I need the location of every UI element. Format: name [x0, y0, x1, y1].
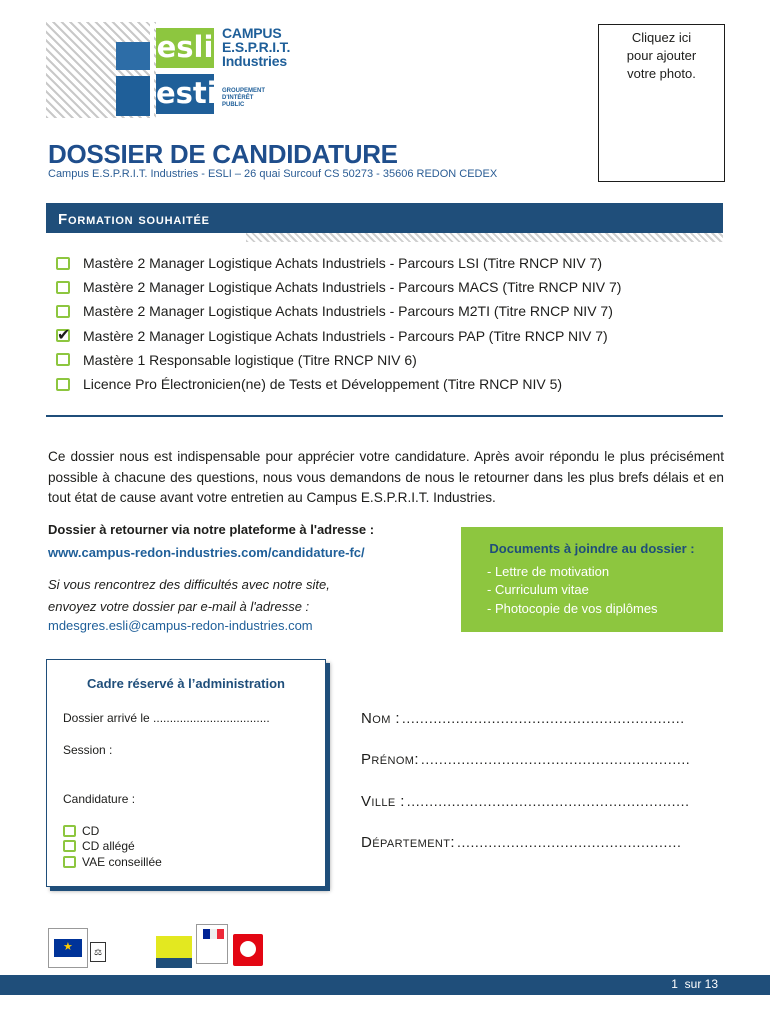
field-ville[interactable]	[361, 793, 723, 834]
checkbox-icon[interactable]	[63, 856, 76, 868]
field-label: Nom :	[361, 710, 400, 727]
formation-option[interactable]	[56, 372, 621, 396]
field-departement[interactable]	[361, 834, 723, 875]
formation-option-label: Mastère 2 Manager Logistique Achats Industriels - Parcours MACS (Titre RNCP NIV 7)	[83, 279, 622, 296]
checkbox-icon[interactable]	[56, 378, 70, 391]
field-dots[interactable]: ...............................................................	[406, 792, 690, 809]
footer-bar	[0, 975, 770, 995]
admin-candidature: Candidature :	[63, 792, 136, 806]
documents-box	[461, 527, 723, 632]
page-title: DOSSIER DE CANDIDATURE	[48, 139, 398, 169]
checkbox-icon[interactable]	[56, 281, 70, 294]
document-item: - Curriculum vitae	[487, 582, 589, 598]
section-hatch-decoration	[246, 233, 723, 242]
checkbox-icon[interactable]	[63, 825, 76, 837]
photo-box-line: Cliquez ici	[631, 30, 692, 45]
formation-option-label: Mastère 2 Manager Logistique Achats Industriels - Parcours PAP (Titre RNCP NIV 7)	[83, 327, 608, 344]
eu-flag-icon	[48, 928, 88, 968]
formation-option[interactable]	[56, 299, 621, 323]
formation-option-label: Mastère 2 Manager Logistique Achats Industriels - Parcours LSI (Titre RNCP NIV 7)	[83, 255, 602, 272]
admin-option-label: CD	[82, 823, 100, 838]
document-item: - Lettre de motivation	[487, 564, 610, 579]
page-current: 1	[671, 977, 678, 991]
formation-option[interactable]	[56, 251, 621, 275]
document-item: - Photocopie de vos diplômes	[487, 600, 658, 616]
campus-logo	[46, 22, 306, 122]
cci-icon	[233, 934, 263, 966]
logo-gip-text	[222, 88, 265, 109]
admin-candidature-options	[63, 823, 162, 870]
contact-email-link[interactable]: mdesgres.esli@campus-redon-industries.com	[48, 618, 313, 633]
partner-logos	[46, 922, 266, 972]
logo-block	[116, 42, 150, 70]
section-title: Formation souhaitée	[58, 211, 210, 228]
logo-esli: esli	[156, 28, 214, 68]
photo-upload-box[interactable]	[598, 24, 725, 182]
formation-option[interactable]	[56, 324, 621, 348]
logo-gip-line: GROUPEMENT	[222, 88, 266, 94]
admin-option-label: VAE conseillée	[82, 854, 162, 869]
flag-white	[210, 929, 217, 939]
section-header-formation	[46, 203, 723, 233]
return-note	[48, 574, 330, 618]
admin-option[interactable]	[63, 854, 162, 870]
platform-link[interactable]: www.campus-redon-industries.com/candidature-fc/	[48, 545, 365, 560]
logo-campus-line: E.S.P.R.I.T.	[222, 39, 291, 55]
documents-list	[487, 563, 658, 618]
checkbox-checked-icon[interactable]	[56, 329, 70, 342]
field-dots[interactable]: ..................................................	[456, 833, 682, 850]
field-label: Ville :	[361, 792, 405, 810]
eu-flag	[54, 939, 82, 957]
logo-block	[116, 76, 150, 116]
admin-session: Session :	[63, 743, 113, 757]
formation-option[interactable]	[56, 275, 621, 299]
checkbox-icon[interactable]	[56, 305, 70, 318]
field-label: Département:	[361, 833, 455, 851]
logo-campus-text	[222, 26, 290, 68]
admin-dossier-arrive: Dossier arrivé le ...................................	[63, 711, 270, 725]
field-nom[interactable]	[361, 710, 723, 751]
page-total: sur 13	[684, 977, 718, 991]
field-prenom[interactable]	[361, 751, 723, 792]
section-divider	[46, 415, 723, 417]
admin-option[interactable]	[63, 839, 162, 855]
logo-gip-line: PUBLIC	[222, 102, 245, 108]
checkbox-icon[interactable]	[56, 257, 70, 270]
page-number	[671, 977, 718, 991]
region-bretagne-icon	[156, 936, 192, 968]
admin-option[interactable]	[63, 823, 162, 839]
field-dots[interactable]: ...............................................................	[401, 710, 685, 726]
formation-option-label: Mastère 2 Manager Logistique Achats Industriels - Parcours M2TI (Titre RNCP NIV 7)	[83, 303, 613, 320]
logo-esti: esti	[156, 74, 214, 114]
admin-title: Cadre réservé à l’administration	[87, 676, 285, 691]
photo-box-line: pour ajouter	[626, 48, 697, 63]
logo-divider	[150, 22, 154, 118]
candidate-fields	[361, 710, 723, 875]
checkbox-icon[interactable]	[63, 840, 76, 852]
republique-francaise-icon	[196, 924, 228, 964]
campus-address: Campus E.S.P.R.I.T. Industries - ESLI – 26 quai Surcouf CS 50273 - 35606 REDON CEDEX	[48, 168, 498, 180]
admin-option-label: CD allégé	[82, 839, 135, 854]
field-label: Prénom:	[361, 751, 419, 769]
intro-paragraph: Ce dossier nous est indispensable pour apprécier votre candidature. Après avoir répondu le plus précisément possible à chacune des questions, nous vous demandons de nous le retourner dans les plus brefs délais et en tout état de cause avant votre entretien au Campus E.S.P.R.I.T. Industries.	[48, 449, 724, 505]
logo-campus-line: CAMPUS	[222, 25, 282, 41]
formation-option-label: Licence Pro Électronicien(ne) de Tests et Développement (Titre RNCP NIV 5)	[83, 376, 563, 393]
formation-option-label: Mastère 1 Responsable logistique (Titre RNCP NIV 6)	[83, 351, 417, 368]
formation-options	[56, 251, 621, 396]
checkbox-icon[interactable]	[56, 353, 70, 366]
flag-red	[217, 929, 224, 939]
documents-title: Documents à joindre au dossier :	[489, 541, 695, 556]
formation-option[interactable]	[56, 348, 621, 372]
return-note-line: envoyez votre dossier par e-mail à l'adresse :	[48, 599, 310, 614]
logo-gip-line: D'INTÉRÊT	[222, 95, 254, 101]
marianne-icon: ⚖	[90, 942, 106, 962]
flag-blue	[203, 929, 210, 939]
return-title: Dossier à retourner via notre plateforme à l'adresse :	[48, 522, 375, 537]
bretagne-bar	[156, 958, 192, 968]
field-dots[interactable]: ............................................................	[420, 751, 691, 768]
return-note-line: Si vous rencontrez des difficultés avec notre site,	[48, 577, 330, 592]
logo-campus-line: Industries	[222, 53, 287, 69]
photo-box-line: votre photo.	[627, 66, 696, 81]
admin-reserved-box	[46, 659, 326, 887]
